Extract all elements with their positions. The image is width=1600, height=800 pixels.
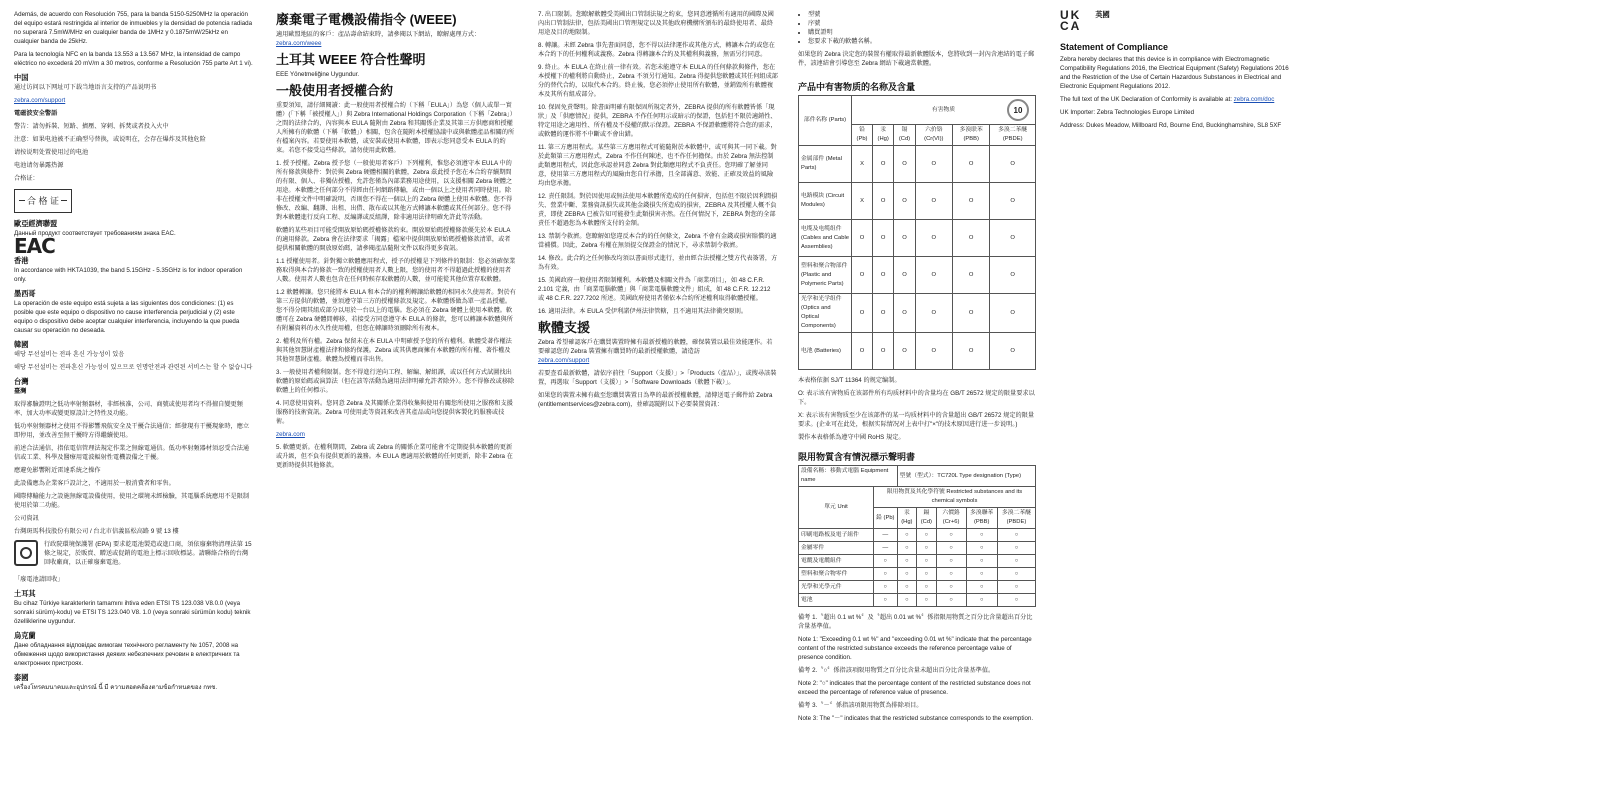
table-row-label: 電池	[799, 594, 874, 607]
table-header-parts: 部件名称 (Parts)	[799, 96, 852, 146]
eac-logo-icon: ЕАС	[14, 234, 55, 258]
table-cell: ○	[897, 568, 917, 581]
table-cell: O	[852, 257, 873, 294]
table-subheader: 汞 (Hg)	[897, 508, 917, 529]
weee-heading: 廢棄電子電機設備指令 (WEEE)	[276, 12, 457, 27]
kr-paragraph-1: 해당 무선설비는 전파 혼신 가능성이 있음	[14, 351, 125, 358]
rohs-note-4: 製作本表格係為遵守中國 RoHS 規定。	[798, 434, 905, 441]
table-cell: ○	[874, 581, 898, 594]
table-cell: ○	[936, 594, 966, 607]
eula-section-12: 12. 責任限制。對於因使用或無法使用本軟體所造成的任何損害，包括但不限於因利潤損失、營業中斷、業務資訊損失或其他金錢損失所造成的損害，ZEBRA 及其授權人概不負責，即使 ZEBRA 已被告知可能發生此類損害亦然。在任何情況下，ZEBRA 對您的全部責任不超過您為本軟體所支付的金額。	[538, 193, 778, 227]
table-cell: O	[873, 183, 894, 220]
table-subheader: 多溴联苯 (PBB)	[952, 125, 989, 146]
support-paragraph-2: 若要查看最新軟體，請依序前往「Support（支援）」>「Products（產品）」，或搜尋該裝置，再選取「Support（支援）」>「Software Downloads（軟體下載）」。	[538, 370, 777, 386]
table-cell: O	[990, 146, 1036, 183]
tw-note-3: 備考 2.〝○〞係指該項限用物質之百分比含量未超出百分比含量基準值。	[798, 667, 995, 674]
table-cell: ○	[997, 581, 1035, 594]
tw-note-1: 備考 1.〝超出 0.1 wt %〞及〝超出 0.01 wt %〞係指限用物質之百分比含量超出百分比含量基準值。	[798, 614, 1033, 630]
table-cell: O	[894, 146, 915, 183]
china-paragraph-5: 电池请勿暴露热源	[14, 162, 64, 169]
table-cell: O	[894, 333, 915, 370]
software-email-paragraph: 如果您的 Zebra 決定您的裝置有權取得最新軟體版本，您將收到一封內含連結的電子郵件，該連結會引導您至 Zebra 網站下載適當軟體。	[798, 51, 1035, 67]
doc-link[interactable]: zebra.com/doc	[1233, 96, 1275, 103]
tw-epa-block	[14, 540, 254, 571]
tw-subheading: 臺灣	[14, 388, 27, 395]
soc-paragraph-4: Address: Dukes Meadow, Millboard Rd, Bourne End, Buckinghamshire, SL8 5XF	[1060, 122, 1282, 129]
table-cell: ○	[997, 555, 1035, 568]
hk-heading: 香港	[14, 256, 29, 265]
rohs-note-3: X: 表示该有害物质至少在该部件的某一均质材料中的含量超出 GB/T 26572 规定的限量要求。(企业可在此处，根据实际情况对上表中打"×"的技术原因进行进一步说明。)	[798, 412, 1035, 428]
table-cell: ○	[936, 542, 966, 555]
mx-heading: 墨西哥	[14, 289, 36, 298]
weee-link[interactable]: zebra.com/weee	[276, 40, 322, 47]
eula-paragraph-3: 軟體的某些項目可能受開放原始碼授權條款約束。開放原始碼授權條款優先於本 EULA 的適用條款。Zebra 會在法律要求「揭露」檔案中提供開放原始碼授權條款清單，或者提供相關軟體的開放原始碼，請參閱產品隨附文件以取得更多資訊。	[276, 227, 511, 252]
es-paragraph-2: Para la tecnología NFC en la banda 13.553 a 13.567 MHz, la intensidad de campo eléctrico no excederá 20 mV/m a 30 metros, conforme a Resolución 755 parte Art 1 vi).	[14, 51, 253, 67]
table-row	[799, 220, 1036, 257]
eula-paragraph-6: 2. 權利及所有權。Zebra 保留未在本 EULA 中明確授予您的所有權利。軟體受著作權法與其他智慧財產權法律和條約保護。Zebra 或其供應商擁有本軟體的所有權、著作權及其他智慧財產權。軟體為授權而非出售。	[276, 338, 512, 363]
tr-paragraph: Bu cihaz Türkiye karakterlerin tamamını ihtiva eden ETSI TS 123.038 V8.0.0 (veya sonraki sürüm)-kodu) ve ETSI TS 123.040 V8. 1.0 (veya sonraki sürümün kodu) teknik özelliklerine uygundur.	[14, 600, 251, 625]
tr-weee-paragraph: EEE Yönetmeliğine Uygundur.	[276, 71, 360, 78]
eula-paragraph-4: 1.1 授權使用者。針對獨立軟體應用程式，授予的授權是下列條件的限制：您必須確保業務取得與本合約條款一致的授權使用者人數上限，您的使用者不得超過此授權的使用者人數。使用者人數也包含在任何時候存取軟體的人數，並可能從其他位置存取軟體。	[276, 258, 516, 283]
weee-paragraph: 適用歐盟地區的客戶：產品壽命結束時，請參閱以下網站，瞭解處理方式：	[276, 31, 481, 38]
eula-section-11: 11. 第三方應用程式。某些第三方應用程式可能隨附於本軟體中，或可與其一同下載。對於此類第三方應用程式，Zebra 不作任何陳述，也不作任何擔保。由於 Zebra 無法控制此類應用程式，因此您承認並同意 Zebra 對此類應用程式不負責任。您明確了解並同意，使用第三方應用程式的風險由您自行承擔，且全部滿意、效能、正確及效益的風險均由您承擔。	[538, 144, 777, 187]
soc-paragraph-1: Zebra hereby declares that this device is in compliance with Electromagnetic Compatibility Regulations 2016, the Electrical Equipment (Safety) Regulations 2016 and the Restriction of the Use of Certain Hazardous Substances in Electrical and Electronic Equipment Regulations 2012.	[1060, 56, 1289, 90]
table-cell: ○	[917, 542, 937, 555]
table-row-label: 金屬零件	[799, 542, 874, 555]
soc-paragraph-3: UK Importer: Zebra Technologies Europe Limited	[1060, 109, 1195, 116]
list-item: • 購買證明	[808, 28, 1038, 37]
table-cell: O	[990, 257, 1036, 294]
ua-heading: 烏克蘭	[14, 631, 36, 640]
eula-section-16: 16. 適用法律。本 EULA 受伊利諾伊州法律管轄，且不適用其法律衝突原則。	[538, 308, 748, 315]
table-cell: O	[990, 333, 1036, 370]
uk-heading: 英國	[1095, 10, 1110, 19]
table-cell: ○	[966, 568, 997, 581]
table-cell: O	[990, 294, 1036, 333]
table-cell: ○	[936, 555, 966, 568]
china-paragraph-4: 请按说明处置使用过的电池	[14, 149, 89, 156]
tw-note-2: Note 1: "Exceeding 0.1 wt %" and "exceeding 0.01 wt %" indicate that the percentage content of the restricted substance exceeds the reference percentage value of presence condition.	[798, 636, 1032, 661]
table-cell: O	[952, 333, 989, 370]
table-subheader: 六價鉻 (Cr+6)	[936, 508, 966, 529]
table-cell: O	[852, 220, 873, 257]
table-cell: ○	[874, 594, 898, 607]
china-paragraph-2: 警告：請勿拆裝、短路、擠壓、穿刺、拆焚或者投入火中	[14, 123, 169, 130]
table-row	[799, 594, 1036, 607]
table-cell: X	[852, 183, 873, 220]
support-paragraph-1: Zebra 希望確認客戶在購買裝置時擁有最新授權的軟體，確保裝置以最佳效能運作。若要確認您的 Zebra 裝置擁有購買時的最新授權軟體，請造訪	[538, 339, 773, 355]
tw-rohs-table-body	[799, 529, 1036, 607]
table-subheader: 鎘 (Cd)	[917, 508, 937, 529]
china-paragraph-3: 注意：如果电池被不正确型号替换，或说明在，会存在爆炸及其他危险	[14, 136, 206, 143]
table-cell: O	[873, 146, 894, 183]
eula-section-7: 7. 出口限制。您瞭解軟體受美國出口管制法規之約束，您同意遵循所有適用的國際及國內出口管制法律，包括美國出口管理規定以及其他政府機構所頒布的最終使用者、最終用途及目的地限制。	[538, 11, 774, 36]
epup-10-icon: 10	[1007, 99, 1029, 121]
hazardous-substances-heading: 产品中有害物质的名称及含量	[798, 82, 916, 92]
kr-paragraph-2: 해당 무선설비는 전파혼신 가능성이 있으므로 인명안전과 관련된 서비스는 할 수 없습니다	[14, 364, 253, 371]
table-cell: O	[894, 183, 915, 220]
certificate-mark-icon: 合 格 证	[14, 189, 72, 213]
hk-paragraph: In accordance with HKTA1039, the band 5.15GHz - 5.35GHz is for indoor operation only.	[14, 267, 243, 283]
table-cell: ○	[936, 529, 966, 542]
table-cell: ○	[917, 555, 937, 568]
table-cell: O	[915, 333, 952, 370]
table-cell: ○	[917, 594, 937, 607]
column-2	[276, 10, 516, 474]
table-cell: ○	[897, 581, 917, 594]
recycle-logo-icon	[14, 540, 38, 566]
table-cell: X	[852, 146, 873, 183]
es-paragraph-1: Además, de acuerdo con Resolución 755, para la banda 5150-5250MHz la operación del equipo estará restringida al interior de inmuebles y la densidad de potencia radiada no superará 7.5mW/MHz en cualquier banda de 1MHz y 0.1875mW/25kHz en cualquier banda de 25kHz.	[14, 11, 253, 45]
mx-paragraph: La operación de este equipo está sujeta a las siguientes dos condiciones: (1) es posible que este equipo o dispositivo no cause interferencia perjudicial y (2) este equipo o dispositivo debe aceptar cualquier interferencia, incluyendo la que pueda causar su operación no deseada.	[14, 300, 240, 334]
rohs-note-1: 本表格依据 SJ/T 11364 的规定编制。	[798, 377, 901, 384]
tw-paragraph-2: 低功率射頻器材之使用不得影響飛航安全及干擾合法通信；經發現有干擾現象時，應立即停用，並改善至無干擾時方得繼續使用。	[14, 423, 250, 439]
china-rohs-table	[798, 95, 1036, 370]
table-subheader: 多溴聯苯 (PBB)	[966, 508, 997, 529]
unit-header: 單元 Unit	[799, 487, 874, 529]
table-cell: ○	[874, 555, 898, 568]
china-support-link[interactable]: zebra.com/support	[14, 97, 66, 104]
tr-heading: 土耳其	[14, 589, 36, 598]
table-subheader: 多溴二苯醚 (PBDE)	[997, 508, 1035, 529]
ua-paragraph: Дане обладнання відповідає вимогам технічного регламенту № 1057, 2008 на обмеження щодо використання деяких небезпечних речовин в електричних та електронних пристроях.	[14, 642, 240, 667]
table-row-label: 塑料和聚合物部件 (Plastic and Polymeric Parts)	[799, 257, 852, 294]
list-item: • 您要求下載的軟體名稱。	[808, 37, 1038, 46]
type-designation-cell: 型號（型式）：TC720L Type designation (Type)	[897, 466, 1035, 487]
china-paragraph-1: 通过访问以下网址可下载当地语言支持的产品说明书	[14, 84, 157, 91]
eac-heading: 歐亞經濟聯盟	[14, 219, 58, 228]
table-header-hazard: 有害物质 10	[852, 96, 1036, 125]
eula-section-14: 14. 修改。此合約之任何修改均須以書面形式進行，並由經合法授權之雙方代表簽署，方為有效。	[538, 255, 778, 271]
eula-section-13: 13. 禁制令救濟。您瞭解如您違反本合約的任何條文，Zebra 不會有金錢或損害賠償的適當補償。因此，Zebra 有權在無須提交保證金的情況下，尋求禁制令救濟。	[538, 233, 777, 249]
table-row-label: 電纜及電纜組件	[799, 555, 874, 568]
tw-paragraph-7: 公司資訊	[14, 515, 39, 522]
table-cell: ○	[997, 529, 1035, 542]
table-subheader: 鉛 (Pb)	[874, 508, 898, 529]
table-cell: ○	[897, 594, 917, 607]
table-cell: ○	[997, 542, 1035, 555]
table-cell: O	[915, 257, 952, 294]
list-item: • 型號	[808, 10, 1038, 19]
ukca-header	[1060, 10, 1300, 32]
eula-section-10: 10. 保固免責聲明。除書面明確有限保固所規定者外，ZEBRA 提供的所有軟體皆係「現狀」及「供應情況」提供，ZEBRA 不作任何明示或暗示的保證，包括但不限於適銷性、特定用途之適用性、所有權及不侵權的默示保證。ZEBRA 不保證軟體將符合您的需求，或軟體的運作將不中斷或不會出錯。	[538, 104, 777, 138]
tw-recycle-text: 「廢電池請回收」	[14, 576, 64, 583]
tw-note-6: Note 3: The "－" indicates that the restricted substance corresponds to the exemption.	[798, 715, 1034, 722]
tw-paragraph-4: 應避免影響附近雷達系統之操作	[14, 467, 101, 474]
table-cell: ○	[966, 555, 997, 568]
table-cell: ○	[936, 581, 966, 594]
table-cell: ○	[936, 568, 966, 581]
statement-of-compliance-heading: Statement of Compliance	[1060, 42, 1169, 52]
table-row	[799, 257, 1036, 294]
table-cell: ○	[966, 594, 997, 607]
tw-paragraph-6: 國際傳輸能力之設施無線電設備使用，使用之環境未經檢驗，其電腦系統應用不是限制使用於第二功能。	[14, 493, 250, 509]
table-cell: ○	[897, 529, 917, 542]
list-item: • 序號	[808, 19, 1038, 28]
table-cell: O	[873, 333, 894, 370]
table-cell: ○	[897, 542, 917, 555]
tw-note-4: Note 2: "○" indicates that the percentage content of the restricted substance does not exceed the percentage of reference value of presence.	[798, 680, 1031, 696]
table-cell: ○	[966, 581, 997, 594]
column-5	[1060, 10, 1300, 134]
table-cell: O	[852, 333, 873, 370]
china-paragraph-6: 合格证：	[14, 175, 39, 182]
table-cell: O	[894, 220, 915, 257]
table-cell: O	[952, 294, 989, 333]
tr-weee-heading: 土耳其 WEEE 符合性聲明	[276, 52, 426, 67]
table-cell: O	[915, 220, 952, 257]
table-cell: ○	[997, 594, 1035, 607]
table-cell: ○	[917, 568, 937, 581]
table-subheader: 汞 (Hg)	[873, 125, 894, 146]
th-paragraph: เครื่องโทรคมนาคมและอุปกรณ์ นี้ มี ความสอดคล้องตามข้อกำหนดของ กทช.	[14, 684, 218, 691]
tw-epa-text: 行政院環境保護署 (EPA) 要求乾電池製造或進口商，須依廢棄物清理法第 15 條之規定，於販賣、贈送或促銷的電池上標示回收標誌。請聯絡合格的台灣回收廠商，以正確廢棄電池。	[44, 541, 252, 566]
table-cell: ○	[897, 555, 917, 568]
tw-paragraph-5: 此設備應為企業客戶設計之，不適用於一般消費者和零售。	[14, 480, 175, 487]
eula-section-9: 9. 終止。本 EULA 在終止前一律有效。若您未能遵守本 EULA 的任何條款與條件，您在本授權下的權利將自動終止，Zebra 不須另行通知。Zebra 得提供您軟體或其任何組成部分的替代合約，以取代本合約。終止後，您必須停止使用所有軟體，並銷毀所有軟體複本及其所有組成部分。	[538, 64, 778, 98]
table-row	[799, 294, 1036, 333]
china-heading: 中国	[14, 73, 29, 82]
tw-note-5: 備考 3.〝－〞係指該項限用物質為排除項目。	[798, 702, 923, 709]
table-cell: O	[990, 183, 1036, 220]
table-row	[799, 333, 1036, 370]
table-cell: O	[915, 294, 952, 333]
table-row-label: 电缆及电缆组件 (Cables and Cable Assemblies)	[799, 220, 852, 257]
support-link[interactable]: zebra.com/support	[538, 357, 590, 364]
table-cell: ○	[966, 529, 997, 542]
table-cell: O	[952, 146, 989, 183]
th-heading: 泰國	[14, 673, 29, 682]
table-cell: ○	[997, 568, 1035, 581]
table-cell: O	[852, 294, 873, 333]
rohs-note-2: O: 表示该有害物质在该部件所有均质材料中的含量均在 GB/T 26572 规定的限量要求以下。	[798, 390, 1035, 406]
table-cell: ○	[917, 581, 937, 594]
soc-paragraph-2: The full text of the UK Declaration of Conformity is available at: zebra.com/doc	[1060, 96, 1275, 103]
table-row-label: 光學和光學元件	[799, 581, 874, 594]
table-cell: ○	[966, 542, 997, 555]
china-rohs-table-body	[799, 146, 1036, 370]
table-subheader: 六价铬 (Cr(VI))	[915, 125, 952, 146]
column-1	[14, 10, 254, 696]
software-support-heading: 軟體支援	[538, 320, 591, 335]
eula-link[interactable]: zebra.com	[276, 431, 305, 438]
eula-section-8: 8. 轉讓。未經 Zebra 事先書面同意，您不得以法律運作或其他方式，轉讓本合約或您在本合約下的任何權利或義務。Zebra 得轉讓本合約及其權利與義務，無需另行同意。	[538, 42, 775, 58]
table-cell: O	[915, 146, 952, 183]
table-cell: O	[952, 183, 989, 220]
table-cell: O	[894, 294, 915, 333]
table-row-label: 印刷電路板及電子組件	[799, 529, 874, 542]
eula-paragraph-1: 重要須知，請仔細閱讀：此一般使用者授權合約（下稱「EULA」）為您（個人或單一實體）(「下稱「被授權人」）與 Zebra International Holdings Corporation（下稱「Zebra」）之間的法律合約，內容與本 EULA 隨附由 Zebra 和其關係企業及其第三方供應商和授權人所擁有的軟體（下稱「軟體」）相關，包含在隨附本授權協議中或與軟體產品相關的所有檔案內容。若要使用本軟體，或安裝或使用本軟體，即表示您同意受本 EULA 的約束。若您不接受這些條款，請勿使用此軟體。	[276, 102, 516, 154]
eula-paragraph-8: 4. 同意使用資料。您同意 Zebra 及其關係企業得收集與使用有關您所使用之服務和支援服務的技術資訊。Zebra 可使用此等資訊來改善其產品或向您提供客製化的服務或技術。	[276, 400, 513, 425]
tw-rohs-table	[798, 465, 1036, 607]
table-subheader: 多溴二苯醚 (PBDE)	[990, 125, 1036, 146]
table-row-label: 光学和光学组件 (Optics and Optical Components)	[799, 294, 852, 333]
table-row-label: 电池 (Batteries)	[799, 333, 852, 370]
eac-paragraph: Данный продукт соответствует требованиям знака EAC.	[14, 230, 176, 237]
table-cell: O	[952, 257, 989, 294]
table-cell: —	[874, 529, 898, 542]
eula-heading: 一般使用者授權合約	[276, 83, 394, 98]
table-row	[799, 146, 1036, 183]
table-row	[799, 183, 1036, 220]
table-cell: —	[874, 542, 898, 555]
tw-rohs-heading: 限用物質含有情況標示聲明書	[798, 452, 916, 462]
eula-paragraph-7: 3. 一般使用者權利限制。您不得進行逆向工程、解編、解組譯，或以任何方式試圖找出軟體的原始碼或演算法（但在該等活動為適用法律明確允許者除外）。您不得修改或移除軟體上的任何標示。	[276, 369, 515, 394]
table-cell: O	[952, 220, 989, 257]
tw-paragraph-3: 前述合法通信，指依電信管理法規定作業之無線電通信。低功率射頻器材須忍受合法通信或工業、科學及醫療用電波輻射性電機設備之干擾。	[14, 445, 250, 461]
table-row	[799, 555, 1036, 568]
table-cell: O	[873, 220, 894, 257]
table-row-label: 电路模块 (Circuit Modules)	[799, 183, 852, 220]
table-cell: ○	[917, 529, 937, 542]
ukca-logo-icon: UK CA	[1060, 8, 1082, 33]
table-cell: O	[915, 183, 952, 220]
eula-paragraph-5: 1.2 軟體轉讓。您只能將本 EULA 和本合約的權利轉讓給軟體的相同永久使用者。對於有第三方提供的軟體，並須遵守第三方的授權條款及規定。本軟體係做為單一產品授權。您不得分開其組成部分以用於一台以上的電腦。您必須在 Zebra 硬體上使用本軟體。軟體可在 Zebra 硬體間轉移，若接受方同意遵守本 EULA 的條款，您可以轉讓本軟體與所有附屬資料的永久性使用權，但您在轉讓時須刪除所有複本。	[276, 289, 516, 332]
table-row-label: 塑料和聚合物零件	[799, 568, 874, 581]
table-cell: O	[990, 220, 1036, 257]
table-subheader: 铅 (Pb)	[852, 125, 873, 146]
eula-paragraph-9: 5. 軟體更新。在權利期間，Zebra 或 Zebra 的關係企業可能會不定期提供本軟體的更新或升級，但不負有提供更新的義務。本 EULA 應適用於軟體的任何更新，除非 Zebra 在更新時提供其他條款。	[276, 444, 513, 469]
column-3	[538, 10, 778, 413]
restricted-header: 限用物質及其化學符號 Restricted substances and its chemical symbols	[874, 487, 1036, 508]
table-cell: O	[873, 257, 894, 294]
kr-heading: 韓國	[14, 340, 29, 349]
table-row	[799, 581, 1036, 594]
support-paragraph-3: 如果您的裝置未擁有截至您購買裝置日為準的最新授權軟體，請傳送電子郵件給 Zebra (entitlementservices@zebra.com)，並確認隨附以下必要裝置資訊：	[538, 392, 773, 408]
equipment-name-cell: 設備名稱：移動式電腦 Equipment name	[799, 466, 898, 487]
table-row	[799, 568, 1036, 581]
column-4	[798, 10, 1038, 727]
table-cell: ○	[874, 568, 898, 581]
table-row-label: 金属部件 (Metal Parts)	[799, 146, 852, 183]
tw-paragraph-8: 台灣斑馬科技股份有限公司 / 台北市信義區松高路 9 號 13 樓	[14, 528, 179, 535]
china-bold-label: 電磁波安全警語	[14, 110, 58, 117]
eula-section-15: 15. 美國政府一般使用者限制權利。本軟體及相關文件為「商業項目」，如 48 C.F.R. 2.101 定義，由「商業電腦軟體」與「商業電腦軟體文件」組成，如 48 C.F.R. 12.212 或 48 C.F.R. 227.7202 所述。美國政府使用者僅依本合約所述權利取得軟體授權。	[538, 277, 771, 302]
device-info-list	[798, 10, 1038, 46]
table-cell: O	[873, 294, 894, 333]
table-cell: O	[894, 257, 915, 294]
table-subheader: 镉 (Cd)	[894, 125, 915, 146]
tw-heading: 台灣	[14, 377, 29, 386]
table-row	[799, 542, 1036, 555]
eula-paragraph-2: 1. 授予授權。Zebra 授予您（一般使用者客戶）下列權利，惟您必須遵守本 EULA 中的所有條款與條件：對於與 Zebra 硬體相關的軟體，Zebra 茲此授予您在本合約存續期間的有限、個人、非獨佔授權，允許您僅為內部業務用途使用，以支援相關 Zebra 硬體之用途。本軟體之任何部分不得經由任何網路傳輸，或由一個以上之使用者同時使用。除非在授權文件中明確說明，否則您不得在一個以上的 Zebra 硬體上使用本軟體。您不得修改、改編、翻譯、出租、出借、散布或以其他方式轉讓本軟體或其任何部分。您不得對本軟體進行反向工程、反編譯或反組譯，除非適用法律明確允許此等活動。	[276, 160, 513, 221]
tw-paragraph-1: 取得審驗證明之低功率射頻器材，非經核准，公司、商號或使用者均不得擅自變更頻率、加大功率或變更原設計之特性及功能。	[14, 401, 243, 417]
table-row	[799, 529, 1036, 542]
